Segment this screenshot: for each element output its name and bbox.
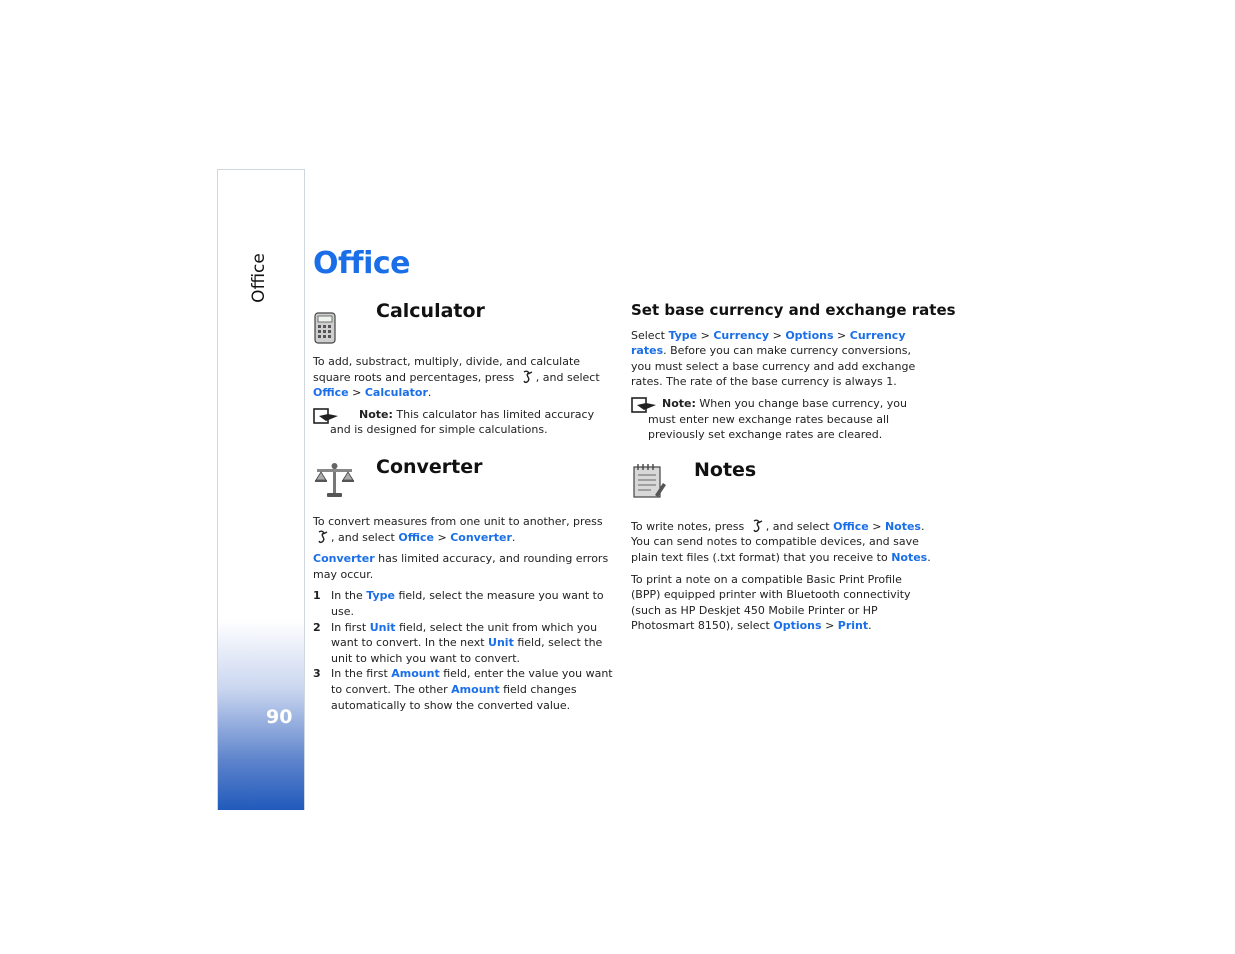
converter-steps bbox=[313, 588, 613, 713]
notes-heading: Notes bbox=[694, 458, 757, 481]
menu-key-icon bbox=[313, 530, 331, 544]
field-type[interactable]: Type bbox=[366, 589, 395, 603]
currency-note: Note: When you change base currency, you must enter new exchange rates because all previously set exchange rates are cleared. bbox=[631, 396, 931, 443]
link-office[interactable]: Office bbox=[398, 530, 434, 544]
link-office[interactable]: Office bbox=[833, 519, 869, 533]
converter-header bbox=[313, 454, 613, 504]
link-notes[interactable]: Notes bbox=[891, 550, 928, 564]
link-type[interactable]: Type bbox=[668, 328, 698, 342]
left-column bbox=[313, 300, 613, 713]
page-title: Office bbox=[313, 246, 411, 281]
link-converter[interactable]: Converter bbox=[450, 530, 512, 544]
link-currency-rates[interactable]: Currency rates bbox=[631, 328, 906, 358]
side-tab-title: Office bbox=[249, 253, 269, 303]
converter-paragraph-1: To convert measures from one unit to another, press , and select Office > Converter. bbox=[313, 514, 603, 544]
link-notes[interactable]: Notes bbox=[884, 519, 921, 533]
converter-paragraph-2: Converter has limited accuracy, and rounding errors may occur. bbox=[313, 552, 609, 581]
calculator-note: Note: This calculator has limited accuracy and is designed for simple calculations. bbox=[313, 407, 613, 438]
calculator-heading: Calculator bbox=[376, 300, 485, 322]
field-unit[interactable]: Unit bbox=[369, 620, 396, 634]
notes-paragraph-1: To write notes, press , and select Office > Notes. You can send notes to compatible devices, and save plain text files (.txt format) that you receive to Notes. bbox=[631, 519, 931, 564]
converter-heading: Converter bbox=[376, 455, 483, 478]
link-currency[interactable]: Currency bbox=[713, 328, 770, 342]
link-office[interactable]: Office bbox=[313, 386, 349, 400]
page-number: 90 bbox=[266, 706, 293, 728]
field-amount[interactable]: Amount bbox=[391, 667, 440, 681]
note-pencil-icon bbox=[631, 397, 659, 413]
list-item: 3 In the first Amount field, enter the value you want to convert. The other Amount field changes automatically to show the converted value. bbox=[313, 667, 613, 712]
note-pencil-icon bbox=[313, 408, 341, 424]
currency-path: Select Type > Currency > Options > Currency rates. Before you can make currency conversions, you must select a base currency and add exchange rates. The rate of the base currency is always 1. bbox=[631, 328, 916, 389]
notes-icon bbox=[631, 461, 673, 503]
calculator-header bbox=[313, 300, 613, 350]
link-calculator[interactable]: Calculator bbox=[364, 386, 428, 400]
calculator-paragraph: To add, substract, multiply, divide, and calculate square roots and percentages, press , and select Office > Calculator. bbox=[313, 355, 600, 400]
link-options[interactable]: Options bbox=[773, 619, 822, 633]
field-amount[interactable]: Amount bbox=[451, 682, 500, 696]
notes-header bbox=[631, 458, 931, 511]
currency-heading: Set base currency and exchange rates bbox=[631, 301, 956, 319]
link-converter[interactable]: Converter bbox=[313, 552, 375, 566]
menu-key-icon bbox=[748, 519, 766, 533]
notes-paragraph-2: To print a note on a compatible Basic Print Profile (BPP) equipped printer with Bluetooth connectivity (such as HP Deskjet 450 Mobile Printer or HP Photosmart 8150), select Options > Print. bbox=[631, 572, 911, 633]
converter-scales-icon bbox=[313, 460, 355, 502]
link-print[interactable]: Print bbox=[837, 619, 869, 633]
field-unit[interactable]: Unit bbox=[488, 636, 514, 650]
menu-key-icon bbox=[518, 370, 536, 384]
calculator-icon bbox=[313, 304, 355, 346]
list-item: 2 In first Unit field, select the unit from which you want to convert. In the next Unit field, select the unit to which you want to convert. bbox=[313, 620, 603, 665]
link-options[interactable]: Options bbox=[785, 328, 834, 342]
right-column bbox=[631, 300, 956, 640]
list-item: 1 In the Type field, select the measure you want to use. bbox=[313, 589, 604, 618]
